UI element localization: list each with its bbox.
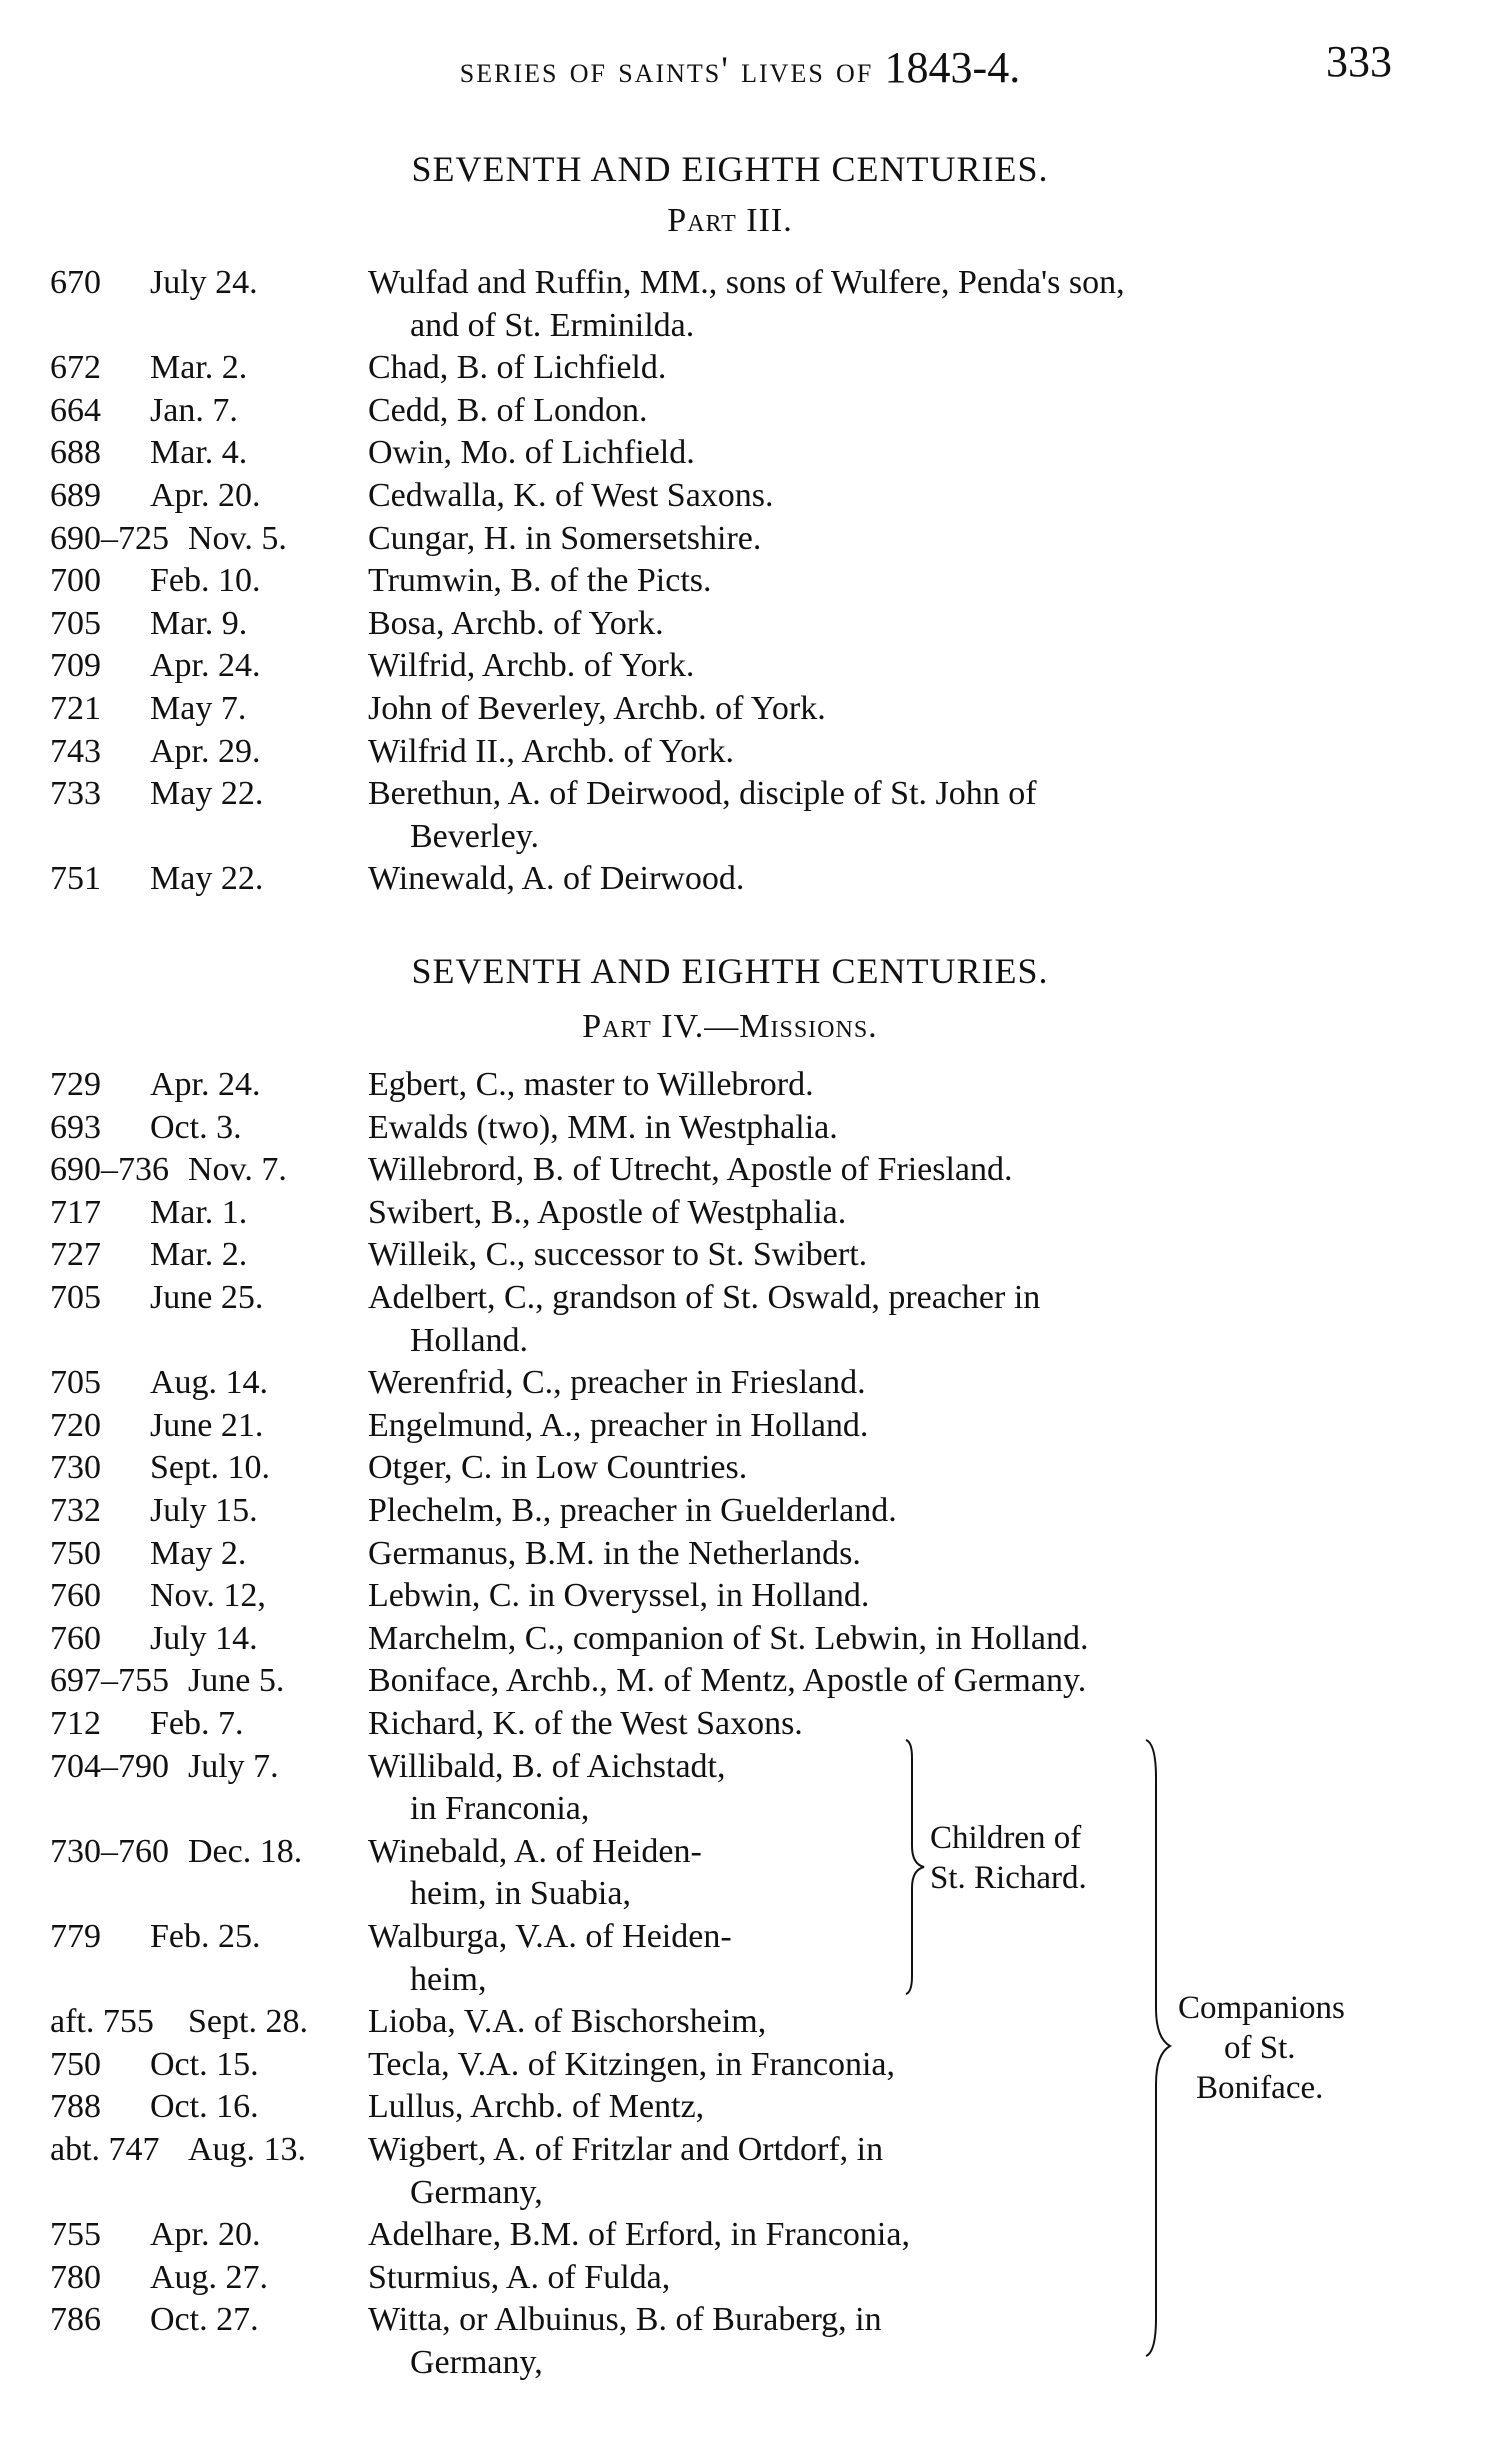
entry-year: 750: [50, 1534, 101, 1572]
entry-year: 712: [50, 1705, 101, 1742]
entry-date: May 22.: [150, 775, 264, 813]
entry-year: 689: [50, 477, 101, 514]
entry-description: Walburga, V.A. of Heiden-: [368, 1918, 732, 1955]
entry-year: 709: [50, 647, 101, 685]
entry-description: Owin, Mo. of Lichfield.: [368, 434, 695, 472]
entry-date: May 2.: [150, 1534, 247, 1572]
entry-continuation: heim,: [410, 1960, 487, 1998]
entry-date: June 21.: [150, 1406, 264, 1444]
entry-year: 693: [50, 1108, 101, 1146]
entry-date: Nov. 7.: [188, 1151, 287, 1189]
entry-year: 751: [50, 860, 101, 898]
entry-date: June 5.: [188, 1662, 285, 1700]
entry-date: Aug. 13.: [188, 2131, 307, 2168]
entry-continuation: Germany,: [410, 2173, 543, 2211]
companions-bracket-label-2: of St.: [1224, 2030, 1296, 2066]
entry-description: Bosa, Archb. of York.: [368, 604, 664, 642]
entry-date: May 7.: [150, 690, 247, 727]
entry-year: abt. 747: [50, 2131, 160, 2168]
entry-date: July 15.: [150, 1492, 258, 1529]
entry-description: Willibald, B. of Aichstadt,: [368, 1747, 726, 1785]
running-head: [50, 34, 1410, 90]
entry-description: Wilfrid II., Archb. of York.: [368, 732, 734, 770]
entry-date: Apr. 24.: [150, 1066, 261, 1103]
entry-date: Feb. 7.: [150, 1705, 244, 1742]
companions-bracket: [1142, 1738, 1176, 2358]
entry-description: Marchelm, C., companion of St. Lebwin, in Holland.: [368, 1619, 1089, 1657]
entry-date: Feb. 25.: [150, 1918, 261, 1955]
entry-date: Nov. 5.: [188, 519, 287, 557]
entry-description: John of Beverley, Archb. of York.: [368, 690, 826, 727]
entry-year: 730–760: [50, 1832, 169, 1870]
entry-date: Feb. 10.: [150, 562, 261, 600]
entry-year: aft. 755: [50, 2003, 154, 2041]
entry-continuation: and of St. Erminilda.: [410, 306, 695, 344]
entry-date: Aug. 27.: [150, 2258, 269, 2296]
entry-continuation: Holland.: [410, 1321, 529, 1359]
entry-year: 750: [50, 2045, 101, 2083]
children-bracket-label-1: Children of: [930, 1820, 1082, 1856]
entry-date: July 14.: [150, 1619, 258, 1657]
entry-year: 700: [50, 562, 101, 600]
entry-description: Engelmund, A., preacher in Holland.: [368, 1406, 869, 1444]
book-page: [50, 0, 1410, 2453]
entry-date: Apr. 24.: [150, 647, 261, 685]
entry-description: Otger, C. in Low Countries.: [368, 1449, 748, 1487]
entry-year: 780: [50, 2258, 101, 2296]
entry-description: Tecla, V.A. of Kitzingen, in Franconia,: [368, 2045, 896, 2083]
entry-year: 732: [50, 1492, 101, 1529]
entry-date: Nov. 12,: [150, 1577, 266, 1615]
entry-year: 697–755: [50, 1662, 169, 1700]
entry-continuation: in Franconia,: [410, 1790, 590, 1828]
entry-year: 755: [50, 2216, 101, 2254]
entry-description: Wigbert, A. of Fritzlar and Ortdorf, in: [368, 2131, 884, 2168]
entry-year: 705: [50, 604, 101, 642]
entry-description: Sturmius, A. of Fulda,: [368, 2258, 671, 2296]
entry-description: Chad, B. of Lichfield.: [368, 349, 667, 387]
entry-description: Lioba, V.A. of Bischorsheim,: [368, 2003, 767, 2041]
entry-year: 705: [50, 1279, 101, 1316]
entry-year: 705: [50, 1364, 101, 1402]
entry-description: Boniface, Archb., M. of Mentz, Apostle of Germany.: [368, 1662, 1087, 1700]
entry-year: 688: [50, 434, 101, 472]
entry-description: Lullus, Archb. of Mentz,: [368, 2088, 705, 2126]
entry-description: Cedwalla, K. of West Saxons.: [368, 477, 774, 514]
entry-description: Adelhare, B.M. of Erford, in Franconia,: [368, 2216, 910, 2254]
entry-year: 672: [50, 349, 101, 387]
entry-date: Sept. 10.: [150, 1449, 270, 1487]
entry-description: Adelbert, C., grandson of St. Oswald, preacher in: [368, 1279, 1041, 1316]
entry-year: 743: [50, 732, 101, 770]
entry-description: Trumwin, B. of the Picts.: [368, 562, 712, 600]
entry-date: Dec. 18.: [188, 1832, 303, 1870]
companions-bracket-label-1: Companions: [1178, 1990, 1345, 2026]
entry-date: Mar. 4.: [150, 434, 248, 472]
section-heading-part-iv: SEVENTH AND EIGHTH CENTURIES.: [411, 951, 1049, 991]
part-iii-subheading: Part III.: [667, 202, 793, 239]
children-bracket-left: [900, 1738, 930, 1996]
entry-description: Winebald, A. of Heiden-: [368, 1832, 702, 1870]
entry-date: Apr. 29.: [150, 732, 261, 770]
entry-date: May 22.: [150, 860, 264, 898]
entry-date: Mar. 1.: [150, 1193, 248, 1231]
entry-year: 760: [50, 1619, 101, 1657]
entry-year: 670: [50, 264, 101, 301]
entry-description: Egbert, C., master to Willebrord.: [368, 1066, 814, 1103]
entry-description: Lebwin, C. in Overyssel, in Holland.: [368, 1577, 870, 1615]
entry-description: Wilfrid, Archb. of York.: [368, 647, 695, 685]
running-title: [270, 42, 1210, 93]
entry-description: Cedd, B. of London.: [368, 391, 648, 429]
entry-date: Oct. 16.: [150, 2088, 259, 2126]
entry-year: 664: [50, 391, 101, 429]
entry-date: June 25.: [150, 1279, 264, 1316]
entry-date: Apr. 20.: [150, 477, 261, 514]
entry-date: Apr. 20.: [150, 2216, 261, 2254]
entry-description: Cungar, H. in Somersetshire.: [368, 519, 762, 557]
entry-description: Berethun, A. of Deirwood, disciple of St. John of: [368, 775, 1037, 813]
entry-year: 727: [50, 1236, 101, 1274]
entry-date: Oct. 15.: [150, 2045, 259, 2083]
entry-year: 786: [50, 2301, 101, 2339]
entry-date: Oct. 27.: [150, 2301, 259, 2339]
entry-year: 704–790: [50, 1747, 169, 1785]
entry-description: Swibert, B., Apostle of Westphalia.: [368, 1193, 847, 1231]
children-bracket-label-2: St. Richard.: [930, 1860, 1087, 1896]
entry-continuation: Beverley.: [410, 817, 540, 855]
entry-date: Oct. 3.: [150, 1108, 242, 1146]
entry-year: 721: [50, 690, 101, 727]
companions-bracket-label-3: Boniface.: [1196, 2070, 1324, 2106]
entry-year: 779: [50, 1918, 101, 1955]
entry-continuation: heim, in Suabia,: [410, 1875, 631, 1913]
entry-description: Germanus, B.M. in the Netherlands.: [368, 1534, 861, 1572]
entry-year: 730: [50, 1449, 101, 1487]
entry-date: Mar. 2.: [150, 1236, 248, 1274]
running-title-text: series of saints' lives of: [459, 50, 874, 91]
running-title-year: 1843-4.: [884, 43, 1021, 92]
entry-description: Witta, or Albuinus, B. of Buraberg, in: [368, 2301, 882, 2339]
section-heading-part-iii: SEVENTH AND EIGHTH CENTURIES.: [411, 149, 1049, 189]
entry-year: 720: [50, 1406, 101, 1444]
entry-year: 760: [50, 1577, 101, 1615]
entry-date: July 7.: [188, 1747, 279, 1785]
entry-year: 733: [50, 775, 101, 813]
entry-year: 788: [50, 2088, 101, 2126]
entry-year: 690–725: [50, 519, 169, 557]
entry-description: Willeik, C., successor to St. Swibert.: [368, 1236, 868, 1274]
entry-description: Plechelm, B., preacher in Guelderland.: [368, 1492, 897, 1529]
entry-description: Winewald, A. of Deirwood.: [368, 860, 745, 898]
entry-description: Werenfrid, C., preacher in Friesland.: [368, 1364, 866, 1402]
entry-year: 729: [50, 1066, 101, 1103]
part-iv-subheading: Part IV.—Missions.: [582, 1008, 878, 1045]
entry-date: Mar. 2.: [150, 349, 248, 387]
entry-description: Ewalds (two), MM. in Westphalia.: [368, 1108, 838, 1146]
entry-date: Aug. 14.: [150, 1364, 269, 1402]
page-number: 333: [1326, 37, 1392, 86]
entry-date: Sept. 28.: [188, 2003, 308, 2041]
entry-date: Jan. 7.: [150, 391, 238, 429]
entry-year: 690–736: [50, 1151, 169, 1189]
entry-description: Wulfad and Ruffin, MM., sons of Wulfere, Penda's son,: [368, 264, 1125, 301]
entry-year: 717: [50, 1193, 101, 1231]
entry-continuation: Germany,: [410, 2344, 543, 2381]
entry-description: Richard, K. of the West Saxons.: [368, 1705, 803, 1742]
entry-date: July 24.: [150, 264, 258, 301]
entry-description: Willebrord, B. of Utrecht, Apostle of Friesland.: [368, 1151, 1013, 1189]
entry-date: Mar. 9.: [150, 604, 248, 642]
